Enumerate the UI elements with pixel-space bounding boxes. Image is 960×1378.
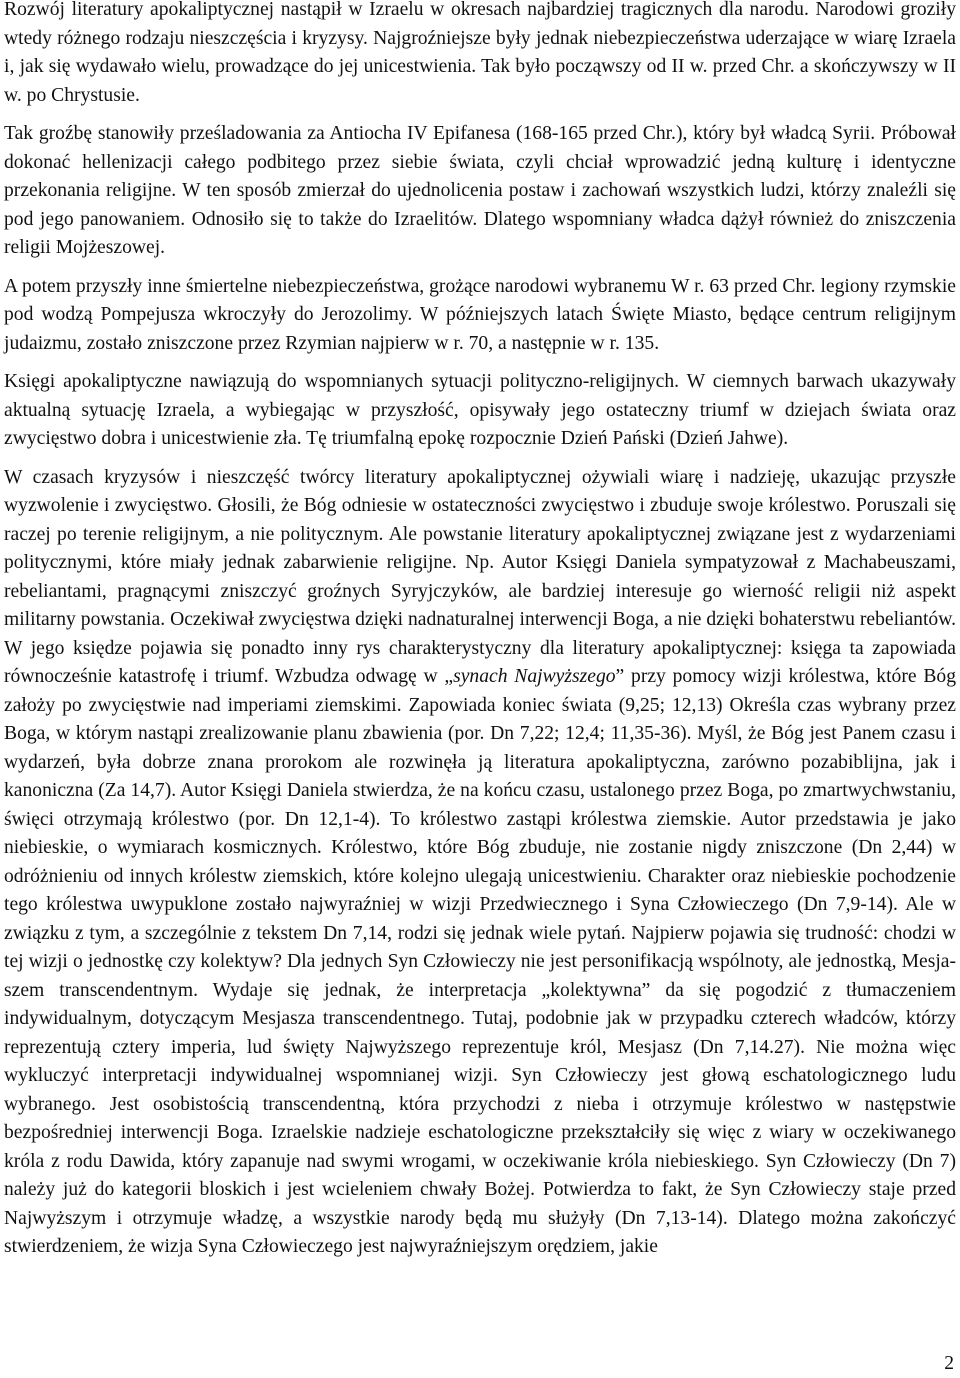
- paragraph-5: [4, 464, 956, 1262]
- paragraph-2: Tak groźbę stanowiły prześladowania za Antiocha IV Epifanesa (168-165 przed Chr.), który był władcą Syrii. Próbował dokonać hellenizacji całego podbitego przez siebie świata, czyli chciał wprowadzić jedną kulturę i identyczne przekonania religijne. W ten sposób zmierzał do ujednolicenia postaw i zachowań wszystkich ludzi, którzy znaleźli się pod jego panowaniem. Odnosiło się to także do Izraelitów. Dlatego wspomniany władca dążył również do zniszczenia religii Mojżeszowej.: [4, 123, 956, 258]
- paragraph-5-rest: ” przy pomocy wizji królestwa, które Bóg założy po zwycięstwie nad imperiami ziemskimi. Zapowiada koniec świata (9,25; 12,13) Określa czas wybrany przez Boga, w którym nastąpi zrealizowanie planu zbawienia (por. Dn 7,22; 12,4; 11,35-36). Myśl, że Bóg jest Panem czasu i wydarzeń, była dobrze znana prorokom ale rozwinęła ją literatura apokaliptyczna, zarówno pozabiblijna, jak i kanoniczna (Za 14,7). Autor Księgi Daniela stwierdza, że na końcu czasu, ustalonego przez Boga, po zmartwychwstaniu, święci otrzymają królestwo (por. Dn 12,1-4). To królestwo zastąpi królestwa ziemskie. Autor przedstawia je jako niebieskie, o wymiarach kosmicznych. Królestwo, które Bóg zbuduje, nie zostanie nigdy zniszczone (Dn 2,44) w odróżnieniu od innych królestw ziemskich, które kolejno ulegają unicestwieniu. Charakter oraz niebieskie pochodzenie tego królestwa uwypuklone zostało najwyraźniej w wizji Przedwiecznego i Syna Człowieczego (Dn 7,9-14). Ale w związku z tym, a szczególnie z tekstem Dn 7,14, rodzi się jednak wiele pytań. Najpierw pojawia się trudność: chodzi w tej wizji o jednostkę czy kolektyw? Dla jednych Syn Człowieczy nie jest personifikacją wspólnoty, ale jednostką, Mesjaszem transcendentnym. Wydaje się jednak, że interpretacja „kolektywna” da się pogodzić z tłumaczeniem indywidualnym, dotyczącym Mesjasza transcendentnego. Tutaj, podobnie jak w przypadku czterech władców, którzy reprezentują cztery imperia, lud święty Najwyższego reprezentuje król, Mesjasz (Dn 7,14.27). Nie można więc wykluczyć interpretacji indywidualnej wspomnianej wizji. Syn Człowieczy jest głową eschatologicznego ludu wybranego. Jest osobistością transcendentną, która przychodzi z nieba i otrzymuje królestwo w następstwie bezpośredniej interwencji Boga. Izraelskie nadzieje eschatologiczne przekształciły się więc z wiary w oczekiwanego króla z rodu Dawida, który zapanuje nad swymi wrogami, w oczekiwanie króla niebieskiego. Syn Człowieczy (Dn 7) należy już do kategorii bloskich i jest wcieleniem chwały Bożej. Potwierdza to fakt, że Syn Człowieczy staje przed Najwyższym i otrzymuje władzę, a wszystkie narody będą mu służyły (Dn 7,13-14). Dlatego można zakończyć stwierdzeniem, że wizja Syna Człowieczego jest najwyraźniejszym orędziem, jakie: [4, 666, 956, 1257]
- paragraph-5-italic-phrase: synach Najwyższego: [453, 666, 616, 687]
- paragraph-3: A potem przyszły inne śmiertelne niebezpieczeństwa, grożące narodowi wybranemu W r. 63 przed Chr. legiony rzymskie pod wodzą Pompejusza wkroczyły do Jerozolimy. W późniejszych latach Święte Miasto, będące centrum religijnym judaizmu, zostało zniszczone przez Rzymian najpierw w r. 70, a następnie w r. 135.: [4, 275, 956, 354]
- paragraph-1: Rozwój literatury apokaliptycznej nastąpił w Izraelu w okresach najbardziej tragicznych dla narodu. Narodowi groziły wtedy różnego rodzaju nieszczęścia i kryzysy. Najgroźniejsze były jednak niebezpieczeństwa uderzające w wiarę Izraela i, jak się wydawało wielu, prowadzące do jej unicestwienia. Tak było począwszy od II w. przed Chr. a skończywszy w II w. po Chrystusie.: [4, 0, 956, 106]
- paragraph-5-start: W czasach kryzysów i nieszczęść twórcy literatury apokaliptycznej ożywiali wiarę i nadzieję, ukazując przyszłe wyzwolenie i zwycięstwo. Głosili, że Bóg odniesie w ostateczności zwycięstwo i zbuduje swoje królestwo. Poruszali się raczej po terenie religijnym, a nie politycznym. Ale powstanie literatury apokaliptycznej związane jest z wydarzeniami politycznymi, które miały jednak zabarwienie religijne. Np. Autor Księgi Daniela sympatyzował z Machabeuszami, rebeliantami, pragnącymi zniszczyć groźnych Syryjczyków, ale bardziej interesuje go wierność religii niż aspekt militarny powstania. Oczekiwał zwycięstwa dzięki nadnaturalnej interwencji Boga, a nie dzięki bohaterstwu rebeliantów. W jego księdze pojawia się ponadto inny rys charakterystyczny dla literatury apokaliptycznej: księga ta zapowiada równocześnie katastrofę i triumf. Wzbudza odwagę w „: [4, 466, 956, 687]
- page-number: 2: [944, 1353, 954, 1374]
- paragraph-4: Księgi apokaliptyczne nawiązują do wspomnianych sytuacji polityczno-religijnych. W ciemnych barwach ukazywały aktualną sytuację Izraela, a wybiegając w przyszłość, opisywały jego ostateczny triumf w dziejach świata oraz zwycięstwo dobra i unicestwienie zła. Tę triumfalną epokę rozpocznie Dzień Pański (Dzień Jahwe).: [4, 371, 956, 449]
- document-body: [4, 0, 956, 1262]
